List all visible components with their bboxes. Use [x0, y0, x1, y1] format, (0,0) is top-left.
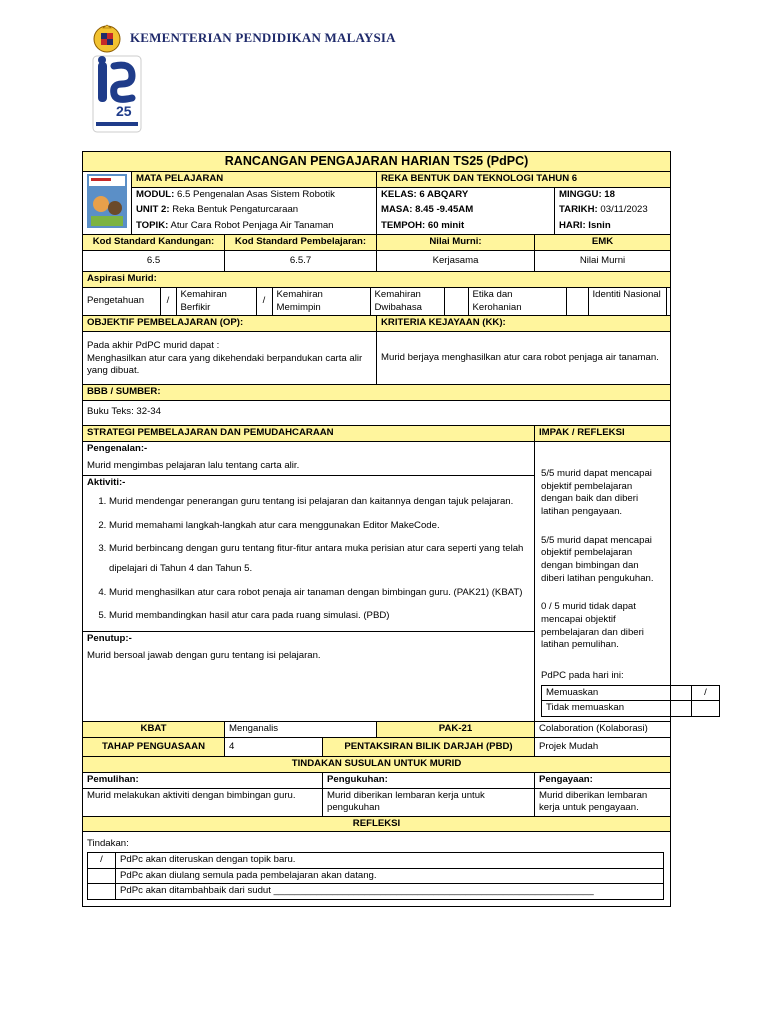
impak-pemulihan: 0 / 5 murid tidak dapat mencapai objektif pembelajaran dan diberi latihan pemulihan. — [541, 601, 644, 651]
tindakan-susulan-values-row — [83, 788, 671, 816]
op-line2: Menghasilkan atur cara yang dikehendaki berpandukan carta alir yang dibuat. — [87, 352, 363, 377]
hari-value: HARI: Isnin — [555, 219, 671, 235]
tindakan-label: Tindakan: — [87, 838, 129, 850]
aspirasi-mark-berfikir[interactable]: / — [256, 288, 272, 315]
pengenalan-section — [83, 442, 534, 476]
aspirasi-row — [83, 288, 671, 316]
unit-row — [83, 203, 671, 218]
subject-header-row — [83, 171, 671, 187]
refleksi-cell — [83, 832, 671, 907]
refleksi-option — [88, 884, 664, 900]
aspirasi-item-pengetahuan: Pengetahuan — [83, 288, 160, 315]
pak-label: PAK-21 — [377, 721, 535, 737]
aktiviti-list — [87, 492, 530, 626]
pengayaan-text: Murid diberikan lembaran kerja untuk pengayaan. — [535, 788, 671, 816]
aspirasi-mark-dwibahasa[interactable] — [444, 288, 468, 315]
tempoh-value: TEMPOH: 60 minit — [377, 219, 555, 235]
minggu-value: MINGGU: 18 — [555, 187, 671, 203]
pengenalan-label: Pengenalan:- — [87, 443, 148, 455]
aktiviti-label: Aktiviti:- — [87, 477, 126, 489]
aktiviti-section — [83, 476, 534, 632]
rph-table — [82, 151, 707, 907]
sp-label: Kod Standard Pembelajaran: — [225, 235, 377, 251]
tindakan-susulan-header-row — [83, 757, 671, 773]
penutup-label: Penutup:- — [87, 632, 132, 644]
refleksi-option-text: PdPc akan diteruskan dengan topik baru. — [116, 853, 664, 869]
bbb-row — [83, 400, 671, 426]
refleksi-option — [88, 853, 664, 869]
bbb-label: BBB / SUMBER: — [83, 385, 671, 401]
kk-text: Murid berjaya menghasilkan atur cara robot penjaga air tanaman. — [377, 332, 671, 385]
pdpc-option-label: Memuaskan — [542, 685, 692, 701]
standards-header-row — [83, 235, 671, 251]
pengukuhan-label: Pengukuhan: — [323, 772, 535, 788]
refleksi-option — [88, 868, 664, 884]
pengukuhan-text: Murid diberikan lembaran kerja untuk pengukuhan — [323, 788, 535, 816]
subject-label: MATA PELAJARAN — [132, 171, 377, 187]
aktiviti-item: 5. Murid membandingkan hasil atur cara pada ruang simulasi. (PBD) — [109, 606, 530, 626]
subject-value: REKA BENTUK DAN TEKNOLOGI TAHUN 6 — [377, 171, 671, 187]
malaysia-crest-icon — [92, 24, 122, 54]
logo-caption: 25 — [116, 103, 132, 119]
aspirasi-mark-identiti[interactable] — [666, 288, 684, 315]
aspirasi-header-row — [83, 272, 671, 288]
pbd-value: Projek Mudah — [535, 737, 671, 757]
topik-row — [83, 219, 671, 235]
pengenalan-text: Murid mengimbas pelajaran lalu tentang carta alir. — [87, 459, 300, 471]
refleksi-option-text: PdPc akan diulang semula pada pembelajaran akan datang. — [116, 868, 664, 884]
aspirasi-table — [83, 288, 684, 315]
unit-value: Reka Bentuk Pengaturcaraan — [172, 204, 299, 216]
op-label: OBJEKTIF PEMBELAJARAN (OP): — [83, 316, 377, 332]
pemulihan-text: Murid melakukan aktiviti dengan bimbingan guru. — [83, 788, 323, 816]
pengayaan-label: Pengayaan: — [535, 772, 671, 788]
refleksi-option-mark[interactable]: / — [88, 853, 116, 869]
impak-cell — [535, 442, 707, 722]
aspirasi-items — [83, 288, 684, 315]
refleksi-options-table — [87, 852, 664, 900]
kbat-row — [83, 721, 671, 737]
pbd-label: PENTAKSIRAN BILIK DARJAH (PBD) — [323, 737, 535, 757]
nilai-label: Nilai Murni: — [377, 235, 535, 251]
tarikh-label: TARIKH: — [559, 204, 598, 216]
refleksi-header-row — [83, 816, 671, 832]
pdpc-option-tidak-memuaskan — [542, 701, 720, 717]
impak-pengukuhan: 5/5 murid dapat mencapai objektif pembelajaran dengan bimbingan dan diberi latihan pengukuhan. — [541, 534, 654, 584]
kbat-label: KBAT — [83, 721, 225, 737]
page-title: RANCANGAN PENGAJARAN HARIAN TS25 (PdPC) — [83, 152, 671, 172]
kk-label: KRITERIA KEJAYAAN (KK): — [377, 316, 671, 332]
modul-label: MODUL: — [136, 188, 175, 200]
tahap-label: TAHAP PENGUASAAN — [83, 737, 225, 757]
aspirasi-mark-pengetahuan[interactable]: / — [160, 288, 176, 315]
emk-value: Nilai Murni — [535, 250, 671, 272]
pdpc-option-label: Tidak memuaskan — [542, 701, 692, 717]
strategi-label: STRATEGI PEMBELAJARAN DAN PEMUDAHCARAAN — [83, 426, 535, 442]
tarikh-cell — [555, 203, 671, 218]
aspirasi-item-dwibahasa: Kemahiran Dwibahasa — [370, 288, 444, 315]
unit-label: UNIT 2: — [136, 204, 170, 216]
refleksi-option-text: PdPc akan ditambahbaik dari sudut ____________________________________________________________ — [116, 884, 664, 900]
aspirasi-mark-etika[interactable] — [566, 288, 588, 315]
refleksi-option-mark[interactable] — [88, 884, 116, 900]
unit-cell — [132, 203, 377, 218]
ministry-name: KEMENTERIAN PENDIDIKAN MALAYSIA — [130, 30, 396, 45]
penutup-text: Murid bersoal jawab dengan guru tentang isi pelajaran. — [87, 649, 321, 661]
sk-value: 6.5 — [83, 250, 225, 272]
tindakan-susulan-labels-row — [83, 772, 671, 788]
pdpc-table — [541, 685, 720, 717]
refleksi-row — [83, 832, 671, 907]
bbb-value: Buku Teks: 32-34 — [83, 400, 671, 426]
topik-cell — [132, 219, 377, 235]
refleksi-option-mark[interactable] — [88, 868, 116, 884]
emk-label: EMK — [535, 235, 671, 251]
objektif-header-row — [83, 316, 671, 332]
aspirasi-cell — [83, 288, 671, 316]
pemulihan-label: Pemulihan: — [83, 772, 323, 788]
aktiviti-item: 4. Murid menghasilkan atur cara robot penaja air tanaman dengan bimbingan guru. (PAK21) (KBAT) — [109, 583, 530, 603]
kbat-value: Menganalis — [225, 721, 377, 737]
tahap-value: 4 — [225, 737, 323, 757]
refleksi-label: REFLEKSI — [83, 816, 671, 832]
impak-pengayaan: 5/5 murid dapat mencapai objektif pembelajaran dengan baik dan diberi latihan pengayaan. — [541, 468, 652, 517]
impak-label: IMPAK / REFLEKSI — [535, 426, 671, 442]
tarikh-value: 03/11/2023 — [600, 204, 648, 216]
masa-value: MASA: 8.45 -9.45AM — [377, 203, 555, 218]
pak-value: Colaboration (Kolaborasi) — [535, 721, 671, 737]
tahap-row — [83, 737, 671, 757]
aspirasi-label: Aspirasi Murid: — [83, 272, 671, 288]
topik-label: TOPIK: — [136, 219, 169, 231]
penutup-section — [83, 632, 534, 665]
modul-value: 6.5 Pengenalan Asas Sistem Robotik — [177, 188, 335, 200]
aspirasi-item-memimpin: Kemahiran Memimpin — [272, 288, 370, 315]
sk-label: Kod Standard Kandungan: — [83, 235, 225, 251]
modul-cell — [132, 187, 377, 203]
pdpc-option-mark[interactable] — [692, 701, 720, 717]
textbook-cover-icon — [87, 174, 127, 228]
strategi-cell — [83, 442, 535, 722]
strategi-header-row — [83, 426, 671, 442]
pdpc-option-memuaskan — [542, 685, 720, 701]
pdpc-option-mark[interactable]: / — [692, 685, 720, 701]
standards-value-row — [83, 250, 671, 272]
strategi-row — [83, 442, 671, 722]
bbb-header-row — [83, 385, 671, 401]
aktiviti-item: 2. Murid memahami langkah-langkah atur cara menggunakan Editor MakeCode. — [109, 516, 530, 536]
modul-row — [83, 187, 671, 203]
topik-value: Atur Cara Robot Penjaga Air Tanaman — [170, 219, 334, 231]
tindakan-susulan-label: TINDAKAN SUSULAN UNTUK MURID — [83, 757, 671, 773]
ts25-logo-icon — [92, 54, 142, 134]
objektif-row — [83, 332, 671, 385]
nilai-value: Kerjasama — [377, 250, 535, 272]
pdpc-label: PdPC pada hari ini: — [541, 669, 624, 681]
aspirasi-item-etika: Etika dan Kerohanian — [468, 288, 566, 315]
textbook-cover-cell — [83, 171, 132, 235]
aspirasi-item-identiti: Identiti Nasional — [588, 288, 666, 315]
aktiviti-item: 1. Murid mendengar penerangan guru tentang isi pelajaran dan kaitannya dengan tajuk pelajaran. — [109, 492, 530, 512]
aktiviti-item: 3. Murid berbincang dengan guru tentang fitur-fitur antara muka perisian atur cara seperti yang telah dipelajari di Tahun 4 dan Tahun 5. — [109, 539, 530, 578]
sp-value: 6.5.7 — [225, 250, 377, 272]
op-cell — [83, 332, 377, 385]
kelas-value: KELAS: 6 ABQARY — [377, 187, 555, 203]
op-line1: Pada akhir PdPC murid dapat : — [87, 340, 220, 352]
aspirasi-item-berfikir: Kemahiran Berfikir — [176, 288, 256, 315]
title-row — [83, 152, 671, 172]
